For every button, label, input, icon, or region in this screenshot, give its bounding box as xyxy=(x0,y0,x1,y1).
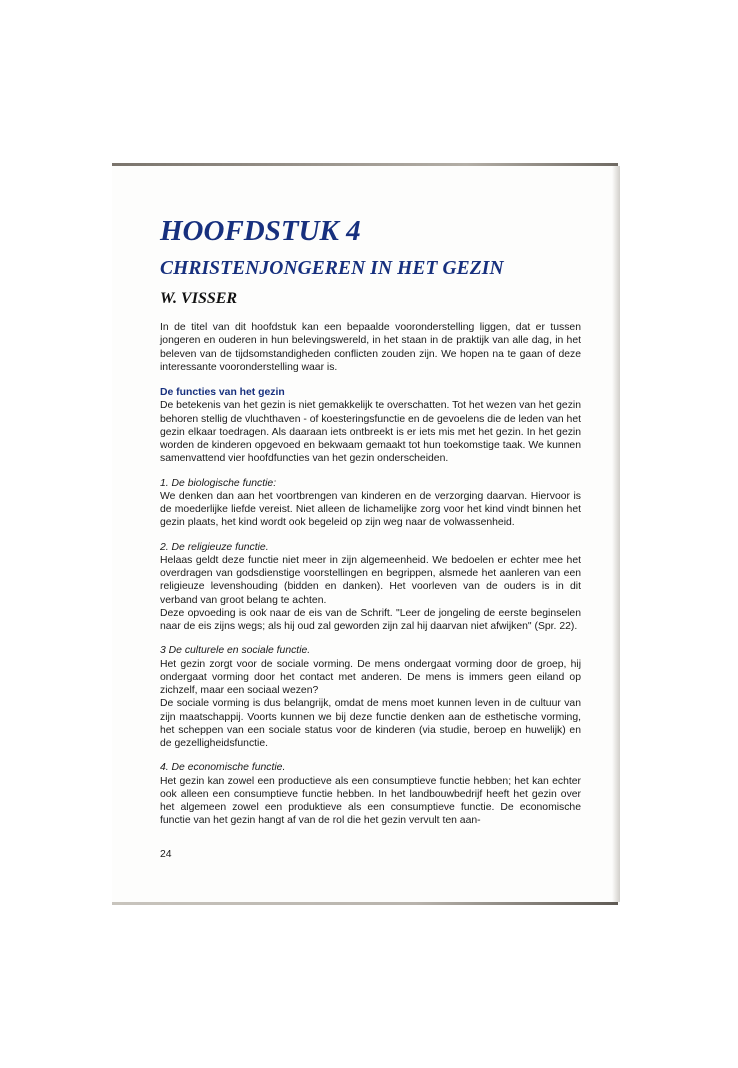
top-edge-rule xyxy=(112,163,618,166)
chapter-author: W. VISSER xyxy=(160,290,238,307)
intro-paragraph: In de titel van dit hoofdstuk kan een bepaalde vooronderstelling liggen, dat er tussen jongeren en ouderen in hun belevingswereld, in het staan in de praktijk van alle dag, in het beleven van de tijdsomstandigheden conflicten zouden zijn. We hopen na te gaan of deze interessante vooronderstelling waar is. xyxy=(160,322,581,373)
page-number: 24 xyxy=(160,849,172,860)
function-paragraph: Het gezin kan zowel een productieve als een consumptieve functie hebben; het kan echter ook alleen een consumptieve functie hebben. In het landbouwbedrijf heeft het gezin over het algemeen zowel een produktieve als een consumptieve functie. De economische functie van het gezin hangt af van de rol die het gezin vervult ten aan- xyxy=(160,775,581,827)
function-heading-cultural-social: 3 De culturele en sociale functie. xyxy=(160,645,311,657)
section-heading: De functies van het gezin xyxy=(160,387,285,398)
page-content xyxy=(160,214,581,828)
function-heading-economic: 4. De economische functie. xyxy=(160,762,286,774)
function-paragraph: Het gezin zorgt voor de sociale vorming. De mens ondergaat vorming door de groep, hij ondergaat vorming door het contact met anderen. De mens is immers geen eiland op zichzelf, maar een sociaal wezen? xyxy=(160,658,581,696)
chapter-subtitle: CHRISTENJONGEREN IN HET GEZIN xyxy=(160,258,504,279)
function-heading-religious: 2. De religieuze functie. xyxy=(160,541,269,553)
chapter-title: HOOFDSTUK 4 xyxy=(160,215,361,247)
bottom-edge-rule xyxy=(112,902,618,905)
function-paragraph: Deze opvoeding is ook naar de eis van de Schrift. "Leer de jongeling de eerste beginselen naar de eis zijns wegs; als hij oud zal geworden zijn zal hij daarvan niet afwijken" (Spr. 22). xyxy=(160,607,581,632)
function-paragraph: We denken dan aan het voortbrengen van kinderen en de verzorging daarvan. Hiervoor is de moederlijke liefde vereist. Niet alleen de lichamelijke zorg voor het kind vindt binnen het gezin plaats, het kind wordt ook begeleid op zijn weg naar de volwassenheid. xyxy=(160,490,581,529)
function-heading-biological: 1. De biologische functie: xyxy=(160,477,277,489)
function-paragraph: Helaas geldt deze functie niet meer in zijn algemeenheid. We bedoelen er echter mee het overdragen van godsdienstige voorstellingen en begrippen, alsmede het aanleren van een religieuze levenshouding (bidden en danken). Het voorleven van de ouders is in dit verband van groot belang te achten. xyxy=(160,554,581,606)
function-paragraph: De sociale vorming is dus belangrijk, omdat de mens moet kunnen leven in de cultuur van zijn maatschappij. Voorts kunnen we bij deze functie denken aan de esthetische vorming, het scheppen van een sociale status voor de kinderen (via studie, beroep en huwelijk) en de gezelligheidsfunctie. xyxy=(160,698,581,749)
page-edge-shadow xyxy=(612,166,620,902)
section-paragraph: De betekenis van het gezin is niet gemakkelijk te overschatten. Tot het wezen van het gezin behoren stellig de vluchthaven - of koesteringsfunctie en de gevoelens die de leden van het gezin elkaar toedragen. Als daaraan iets ontbreekt is er iets mis met het gezin. In het gezin worden de kinderen opgevoed en bekwaam gemaakt tot hun toekomstige taak. We kunnen samenvattend vier hoofdfuncties van het gezin onderscheiden. xyxy=(160,400,581,465)
